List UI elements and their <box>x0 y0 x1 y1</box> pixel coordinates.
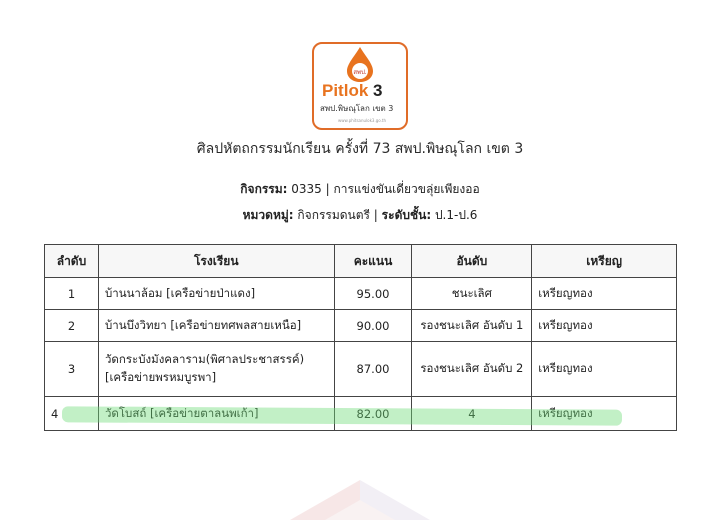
row-no: 1 <box>45 278 99 310</box>
category-value: กิจกรรมดนตรี | <box>293 208 382 222</box>
header-rank: อันดับ <box>412 245 532 278</box>
row-medal: เหรียญทอง <box>532 397 677 431</box>
row-medal: เหรียญทอง <box>532 310 677 342</box>
activity-line <box>0 180 720 199</box>
logo-brand <box>322 81 412 101</box>
header-score: คะแนน <box>334 245 412 278</box>
row-school <box>98 342 334 397</box>
row-score: 90.00 <box>334 310 412 342</box>
logo-brand-number: 3 <box>368 81 383 100</box>
row-medal: เหรียญทอง <box>532 342 677 397</box>
results-table <box>44 244 677 431</box>
seal-text: สพป. <box>353 69 367 76</box>
page-title: ศิลปหัตถกรรมนักเรียน ครั้งที่ 73 สพป.พิษณุโลก เขต 3 <box>196 141 524 157</box>
header-school: โรงเรียน <box>98 245 334 278</box>
header-medal: เหรียญ <box>532 245 677 278</box>
logo-url: www.phitsanulok3.go.th <box>337 118 387 123</box>
row-no: 2 <box>45 310 99 342</box>
row-rank: รองชนะเลิศ อันดับ 2 <box>412 342 532 397</box>
row-score: 82.00 <box>334 397 412 431</box>
category-line <box>0 206 720 225</box>
row-no: 4 <box>45 397 99 431</box>
watermark-logo <box>270 440 470 520</box>
activity-value: 0335 | การแข่งขันเดี่ยวขลุ่ยเพียงออ <box>287 182 480 196</box>
drop-emblem-icon <box>314 44 410 84</box>
row-rank: ชนะเลิศ <box>412 278 532 310</box>
level-value: ป.1-ป.6 <box>431 208 478 222</box>
category-label: หมวดหมู่: <box>242 208 294 222</box>
header-no: ลำดับ <box>45 245 99 278</box>
row-score: 95.00 <box>334 278 412 310</box>
table-row <box>45 397 677 431</box>
table-row <box>45 278 677 310</box>
table-row <box>45 342 677 397</box>
row-rank: 4 <box>412 397 532 431</box>
row-school: บ้านนาล้อม [เครือข่ายป่าแดง] <box>98 278 334 310</box>
pitlok-logo <box>312 42 408 130</box>
table-header-row <box>45 245 677 278</box>
row-school: บ้านบึงวิทยา [เครือข่ายทศพลสายเหนือ] <box>98 310 334 342</box>
activity-label: กิจกรรม: <box>240 182 288 196</box>
level-label: ระดับชั้น: <box>381 208 432 222</box>
table-row <box>45 310 677 342</box>
row-school: วัดโบสถ์ [เครือข่ายตาลนพเก้า] <box>98 397 334 431</box>
row-no: 3 <box>45 342 99 397</box>
row-medal: เหรียญทอง <box>532 278 677 310</box>
row-school-line2: [เครือข่ายพรหมบูรพา] <box>104 370 217 384</box>
logo-subtitle: สพป.พิษณุโลก เขต 3 <box>320 104 394 113</box>
row-score: 87.00 <box>334 342 412 397</box>
row-rank: รองชนะเลิศ อันดับ 1 <box>412 310 532 342</box>
logo-brand-name: Pitlok <box>322 81 369 100</box>
row-school-line1: วัดกระบังมังคลาราม(พิศาลประชาสรรค์) <box>104 352 305 366</box>
